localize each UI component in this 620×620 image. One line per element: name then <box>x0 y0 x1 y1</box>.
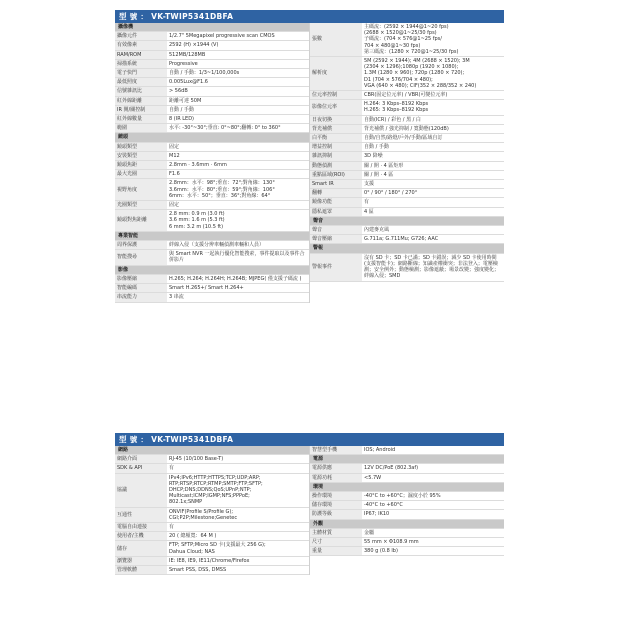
spec-row <box>115 274 309 283</box>
spec-row <box>310 115 504 124</box>
spec-column-left <box>115 23 309 303</box>
spec-column-right <box>309 446 504 575</box>
spec-label: 管理軟體 <box>115 566 167 575</box>
spec-label: 周界保護 <box>115 241 167 250</box>
section-title: 聲音 <box>310 216 504 225</box>
spec-label: 鏡頭對焦距離 <box>115 210 167 232</box>
spec-label: 協議 <box>115 473 167 507</box>
section-title: 攝像機 <box>115 23 309 32</box>
section-header-row <box>115 231 309 240</box>
spec-value: 2.8mm · 3.6mm · 6mm <box>167 161 309 170</box>
spec-row <box>310 161 504 170</box>
spec-label: SDK & API <box>115 464 167 473</box>
section-title: 影像 <box>115 265 309 274</box>
spec-row <box>115 105 309 114</box>
spec-row <box>115 142 309 151</box>
spec-row <box>115 523 309 532</box>
spec-value: Progressive <box>167 59 309 68</box>
spec-row <box>310 547 504 556</box>
section-header-row <box>115 23 309 32</box>
spec-label: 電源供應 <box>310 464 362 473</box>
spec-row <box>115 78 309 87</box>
section-header-row <box>310 216 504 225</box>
spec-value: 55 mm × Φ108.9 mm <box>362 538 504 547</box>
spec-value: 固定 <box>167 142 309 151</box>
section-header-row <box>115 133 309 142</box>
spec-label: RAM/ROM <box>115 50 167 59</box>
spec-value: 主碼流：(2592 × 1944@1~20 fps) (2688 × 1520@1~25/30 fps) 子碼流：(704 × 576@1~25 fps/ 704 × 480@1~30 fps) 第三碼流：(1280 × 720@1~25/30 fps) <box>362 23 504 57</box>
section-header-row <box>115 265 309 274</box>
spec-value: 關 / 開 · 4 區 <box>362 170 504 179</box>
section-title: 環境 <box>310 482 504 491</box>
spec-label: 智能搜尋 <box>115 250 167 265</box>
section-title: 網路 <box>115 446 309 455</box>
spec-label: 白平衡 <box>310 134 362 143</box>
spec-value: 4 區 <box>362 207 504 216</box>
spec-value: 背光補償 / 強光抑制 / 寬動態(120dB) <box>362 124 504 133</box>
spec-row <box>310 124 504 133</box>
spec-row <box>310 235 504 244</box>
spec-value: 有 <box>362 198 504 207</box>
spec-label: 影像位元率 <box>310 100 362 115</box>
spec-row <box>115 201 309 210</box>
spec-value: 水平: -30°~30°;垂直: 0°~80°;翻轉: 0° to 360° <box>167 124 309 133</box>
spec-value: 0° / 90° / 180° / 270° <box>362 189 504 198</box>
spec-label: 聲音 <box>310 226 362 235</box>
spec-label: 紅外線距離 <box>115 96 167 105</box>
spec-value: IPv4;IPv6;HTTP;HTTPS;TCP;UDP;ARP; RTP;RTSP;RTCP;RTMP;SMTP;FTP;SFTP; DHCP;DNS;DDNS;QoS;UPnP;NTP; Multicast;ICMP;IGMP;NFS;PPPoE; 802.1x;SNMP <box>167 473 309 507</box>
spec-value: > 56dB <box>167 87 309 96</box>
spec-row <box>310 253 504 281</box>
section-title: 鏡頭 <box>115 133 309 142</box>
spec-value: ONVIF(Profile S/Profile G); CGI;P2P;Milestone;Genetec <box>167 507 309 522</box>
spec-row <box>115 96 309 105</box>
spec-row <box>310 91 504 100</box>
spec-row <box>115 69 309 78</box>
spec-row <box>115 151 309 160</box>
spec-row <box>310 207 504 216</box>
spec-label: 張數 <box>310 23 362 57</box>
spec-row <box>115 50 309 59</box>
spec-row <box>115 455 309 464</box>
spec-table <box>310 446 504 556</box>
spec-value: 絆線入侵（支援分辨車輛偵測車輛和人員） <box>167 241 309 250</box>
spec-label: 使用者/主機 <box>115 532 167 541</box>
spec-value: 0.005Lux@F1.6 <box>167 78 309 87</box>
spec-label: 防護等級 <box>310 510 362 519</box>
spec-value: Smart H.265+/ Smart H.264+ <box>167 284 309 293</box>
spec-label: 互通性 <box>115 507 167 522</box>
spec-label: 動態偵測 <box>310 161 362 170</box>
spec-value: H.265; H.264; H.264H; H.264B; MJPEG( 僅支援子碼流 ) <box>167 274 309 283</box>
section-header-row <box>310 519 504 528</box>
spec-label: 重點區域(ROI) <box>310 170 362 179</box>
spec-value: 有 <box>167 464 309 473</box>
section-header-row <box>310 455 504 464</box>
spec-column-right <box>309 23 504 303</box>
spec-row <box>115 250 309 265</box>
spec-row <box>310 170 504 179</box>
spec-value: 自動(ICR) / 彩色 / 黑 / 白 <box>362 115 504 124</box>
spec-value: 3 串流 <box>167 293 309 302</box>
spec-row <box>115 32 309 41</box>
spec-value: 內建麥克風 <box>362 226 504 235</box>
spec-label: 範圍 <box>115 124 167 133</box>
spec-row <box>310 510 504 519</box>
section-title: 專業智能 <box>115 231 309 240</box>
spec-label: 攝像元件 <box>115 32 167 41</box>
spec-label: 最低照度 <box>115 78 167 87</box>
spec-row <box>310 492 504 501</box>
spec-row <box>310 226 504 235</box>
spec-value: 2.8 mm: 0.9 m (3.0 ft) 3.6 mm: 1.6 m (5.3 ft) 6 mm: 3.2 m (10.5 ft) <box>167 210 309 232</box>
spec-row <box>115 210 309 232</box>
spec-label: 背光補償 <box>310 124 362 133</box>
spec-label: 鏡頭焦距 <box>115 161 167 170</box>
spec-value: 與 Smart NVR 一起執行優化智能搜索，事件提取以及事件合併影片 <box>167 250 309 265</box>
section-header-row <box>310 482 504 491</box>
spec-value: F1.6 <box>167 170 309 179</box>
spec-label: 儲存環境 <box>310 501 362 510</box>
spec-label: 增益控制 <box>310 143 362 152</box>
spec-row <box>310 100 504 115</box>
spec-value: 金屬 <box>362 528 504 537</box>
spec-value: FTP; SFTP;Micro SD 卡(支援最大 256 G); Dahua Cloud; NAS <box>167 541 309 556</box>
spec-label: 鏡頭類型 <box>115 142 167 151</box>
spec-row <box>310 57 504 91</box>
spec-row <box>310 501 504 510</box>
spec-row <box>310 180 504 189</box>
spec-row <box>310 134 504 143</box>
spec-label: 視野角度 <box>115 179 167 201</box>
model-title: 型 號 ： VK-TWIP5341DBFA <box>115 433 504 446</box>
spec-label: 掃描系統 <box>115 59 167 68</box>
spec-value: 自動 / 手動 <box>362 143 504 152</box>
spec-row <box>310 473 504 482</box>
spec-row <box>115 115 309 124</box>
spec-label: 瀏覽器 <box>115 556 167 565</box>
spec-value: 距離可達 50M <box>167 96 309 105</box>
spec-label: 網路介面 <box>115 455 167 464</box>
spec-value: 512MB/128MB <box>167 50 309 59</box>
section-title: 警報 <box>310 244 504 253</box>
spec-label: 隱私遮罩 <box>310 207 362 216</box>
spec-value: -40°C to +60°C <box>362 501 504 510</box>
spec-label: 電腦自由連接 <box>115 523 167 532</box>
spec-value: H.264: 3 Kbps–8192 Kbps H.265: 3 Kbps–8192 Kbps <box>362 100 504 115</box>
spec-label: Smart IR <box>310 180 362 189</box>
spec-value: 支援 <box>362 180 504 189</box>
spec-label: 鏡像功能 <box>310 198 362 207</box>
spec-row <box>115 464 309 473</box>
spec-value: IOS; Android <box>362 446 504 455</box>
spec-row <box>310 189 504 198</box>
spec-label: IR 開/關控制 <box>115 105 167 114</box>
section-header-row <box>115 446 309 455</box>
spec-row <box>115 507 309 522</box>
spec-value: 1/2.7" 5Megapixel progressive scan CMOS <box>167 32 309 41</box>
spec-value: 自動 / 手動 <box>167 105 309 114</box>
spec-value: RJ-45 (10/100 Base-T) <box>167 455 309 464</box>
section-header-row <box>310 244 504 253</box>
spec-label: 光圈類型 <box>115 201 167 210</box>
spec-row <box>115 473 309 507</box>
spec-value: 2592 (H) ×1944 (V) <box>167 41 309 50</box>
spec-value: 沒有 SD 卡；SD 卡已滿；SD 卡錯誤；減少 SD 卡使用時間(支援智能卡)；網路斷線；知識產權衝突；非法登入；電壓檢測；安全例外；動態檢測；影像遮蔽；場景改變；強度變化；絆線入侵；SMD <box>362 253 504 281</box>
spec-value: CBR(固定位元率) / VBR(可變位元率) <box>362 91 504 100</box>
spec-value: <5.7W <box>362 473 504 482</box>
spec-row <box>310 538 504 547</box>
spec-label: 智能編碼 <box>115 284 167 293</box>
spec-label: 尺寸 <box>310 538 362 547</box>
spec-label: 位元率控制 <box>310 91 362 100</box>
spec-value: Smart PSS, DSS, DMSS <box>167 566 309 575</box>
spec-table <box>310 23 504 281</box>
spec-value: 有 <box>167 523 309 532</box>
spec-label: 智慧型手機 <box>310 446 362 455</box>
spec-row <box>115 556 309 565</box>
spec-row <box>310 152 504 161</box>
spec-label: 串流能力 <box>115 293 167 302</box>
spec-value: -40°C to +60°C；濕度小於 95% <box>362 492 504 501</box>
spec-row <box>115 170 309 179</box>
spec-label: 翻轉 <box>310 189 362 198</box>
spec-value: 8 (IR LED) <box>167 115 309 124</box>
spec-row <box>310 23 504 57</box>
spec-label: 紅外線數量 <box>115 115 167 124</box>
spec-row <box>115 87 309 96</box>
spec-row <box>115 541 309 556</box>
spec-row <box>115 59 309 68</box>
spec-panel-2 <box>115 433 504 575</box>
spec-value: 3D 降噪 <box>362 152 504 161</box>
spec-row <box>115 241 309 250</box>
model-title: 型 號 ： VK-TWIP5341DBFA <box>115 10 504 23</box>
spec-value: 5M (2592 × 1944); 4M (2688 × 1520); 3M (2304 × 1296);1080p (1920 × 1080); 1.3M (1280 × 960); 720p (1280 × 720); D1 (704 × 576/704 × 480); VGA (640 × 480); CIF(352 × 288/352 × 240) <box>362 57 504 91</box>
section-title: 電源 <box>310 455 504 464</box>
spec-table <box>115 446 309 575</box>
spec-row <box>310 446 504 455</box>
section-title: 外觀 <box>310 519 504 528</box>
spec-label: 最大光圈 <box>115 170 167 179</box>
spec-row <box>115 179 309 201</box>
spec-row <box>310 143 504 152</box>
spec-row <box>115 41 309 50</box>
spec-row <box>310 464 504 473</box>
spec-row <box>310 528 504 537</box>
spec-value: IP67; IK10 <box>362 510 504 519</box>
spec-label: 安裝類型 <box>115 151 167 160</box>
spec-row <box>310 198 504 207</box>
spec-value: 自動/自然/路燈/戶外/手動/區域自訂 <box>362 134 504 143</box>
spec-value: 12V DC/PoE (802.3af) <box>362 464 504 473</box>
spec-row <box>115 532 309 541</box>
spec-value: 20 ( 總頻寬：64 M ) <box>167 532 309 541</box>
spec-label: 影像壓縮 <box>115 274 167 283</box>
spec-label: 操作環境 <box>310 492 362 501</box>
spec-panel-1 <box>115 10 504 303</box>
spec-row <box>115 293 309 302</box>
spec-value: 固定 <box>167 201 309 210</box>
spec-label: 解析度 <box>310 57 362 91</box>
spec-row <box>115 284 309 293</box>
spec-table <box>115 23 309 302</box>
spec-column-left <box>115 446 309 575</box>
spec-label: 有效像素 <box>115 41 167 50</box>
spec-value: 自動 / 手動：1/3~1/100,000s <box>167 69 309 78</box>
spec-row <box>115 566 309 575</box>
spec-value: 關 / 開 · 4 區矩形 <box>362 161 504 170</box>
spec-label: 電源功耗 <box>310 473 362 482</box>
spec-label: 雜訊抑制 <box>310 152 362 161</box>
spec-value: M12 <box>167 151 309 160</box>
spec-label: 電子快門 <box>115 69 167 78</box>
spec-label: 重量 <box>310 547 362 556</box>
spec-row <box>115 161 309 170</box>
spec-label: 日夜切換 <box>310 115 362 124</box>
spec-value: 2.8mm：水平：98°;垂直：72°;對角線：130° 3.6mm：水平：80°;垂直：59°;對角線：106° 6mm：水平：50°；垂直：36°;對角線：64° <box>167 179 309 201</box>
spec-label: 主體材質 <box>310 528 362 537</box>
spec-label: 信號雜訊比 <box>115 87 167 96</box>
spec-value: IE: IE8, IE9, IE11/Chrome/Firefox <box>167 556 309 565</box>
spec-row <box>115 124 309 133</box>
spec-label: 警報事件 <box>310 253 362 281</box>
spec-label: 聲音壓縮 <box>310 235 362 244</box>
spec-value: G.711a; G.711Mu; G726; AAC <box>362 235 504 244</box>
spec-label: 儲存 <box>115 541 167 556</box>
spec-value: 380 g (0.8 lb) <box>362 547 504 556</box>
